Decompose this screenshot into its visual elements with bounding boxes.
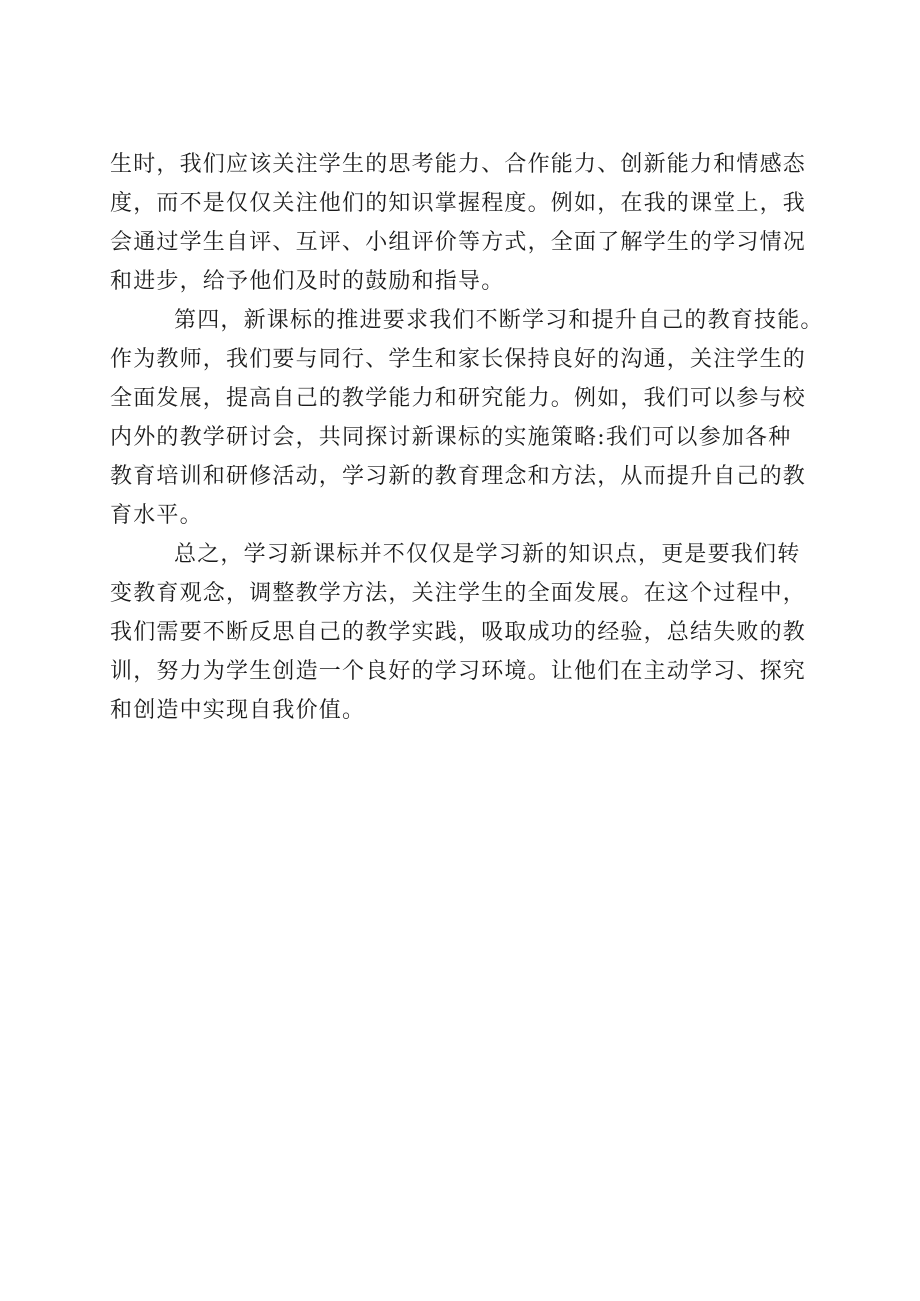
paragraph-line: 内外的教学研讨会，共同探讨新课标的实施策略:我们可以参加各种 — [110, 425, 792, 450]
paragraph-line: 和创造中实现自我价值。 — [110, 698, 366, 723]
paragraph-line: 育水平。 — [110, 503, 203, 528]
paragraph-line: 教育培训和研修活动，学习新的教育理念和方法，从而提升自己的教 — [110, 464, 807, 489]
paragraph-line: 和进步，给予他们及时的鼓励和指导。 — [110, 269, 505, 294]
paragraph-line: 训，努力为学生创造一个良好的学习环境。让他们在主动学习、探究 — [110, 659, 807, 684]
paragraph-2 — [110, 301, 824, 535]
paragraph-line: 会通过学生自评、互评、小组评价等方式，全面了解学生的学习情况 — [110, 230, 807, 255]
paragraph-1 — [110, 145, 810, 301]
paragraph-line: 生时，我们应该关注学生的思考能力、合作能力、创新能力和情感态 — [110, 152, 807, 177]
paragraph-line: 总之，学习新课标并不仅仅是学习新的知识点，更是要我们转 — [174, 542, 801, 567]
paragraph-line: 作为教师，我们要与同行、学生和家长保持良好的沟通，关注学生的 — [110, 347, 807, 372]
document-body — [110, 145, 824, 730]
paragraph-line: 变教育观念，调整教学方法，关注学生的全面发展。在这个过程中， — [110, 581, 807, 606]
paragraph-line: 第四，新课标的推进要求我们不断学习和提升自己的教育技能。 — [174, 308, 824, 333]
paragraph-line: 度，而不是仅仅关注他们的知识掌握程度。例如，在我的课堂上，我 — [110, 191, 807, 216]
paragraph-line: 全面发展，提高自己的教学能力和研究能力。例如，我们可以参与校 — [110, 386, 807, 411]
paragraph-3 — [110, 535, 810, 730]
paragraph-line: 我们需要不断反思自己的教学实践，吸取成功的经验，总结失败的教 — [110, 620, 807, 645]
